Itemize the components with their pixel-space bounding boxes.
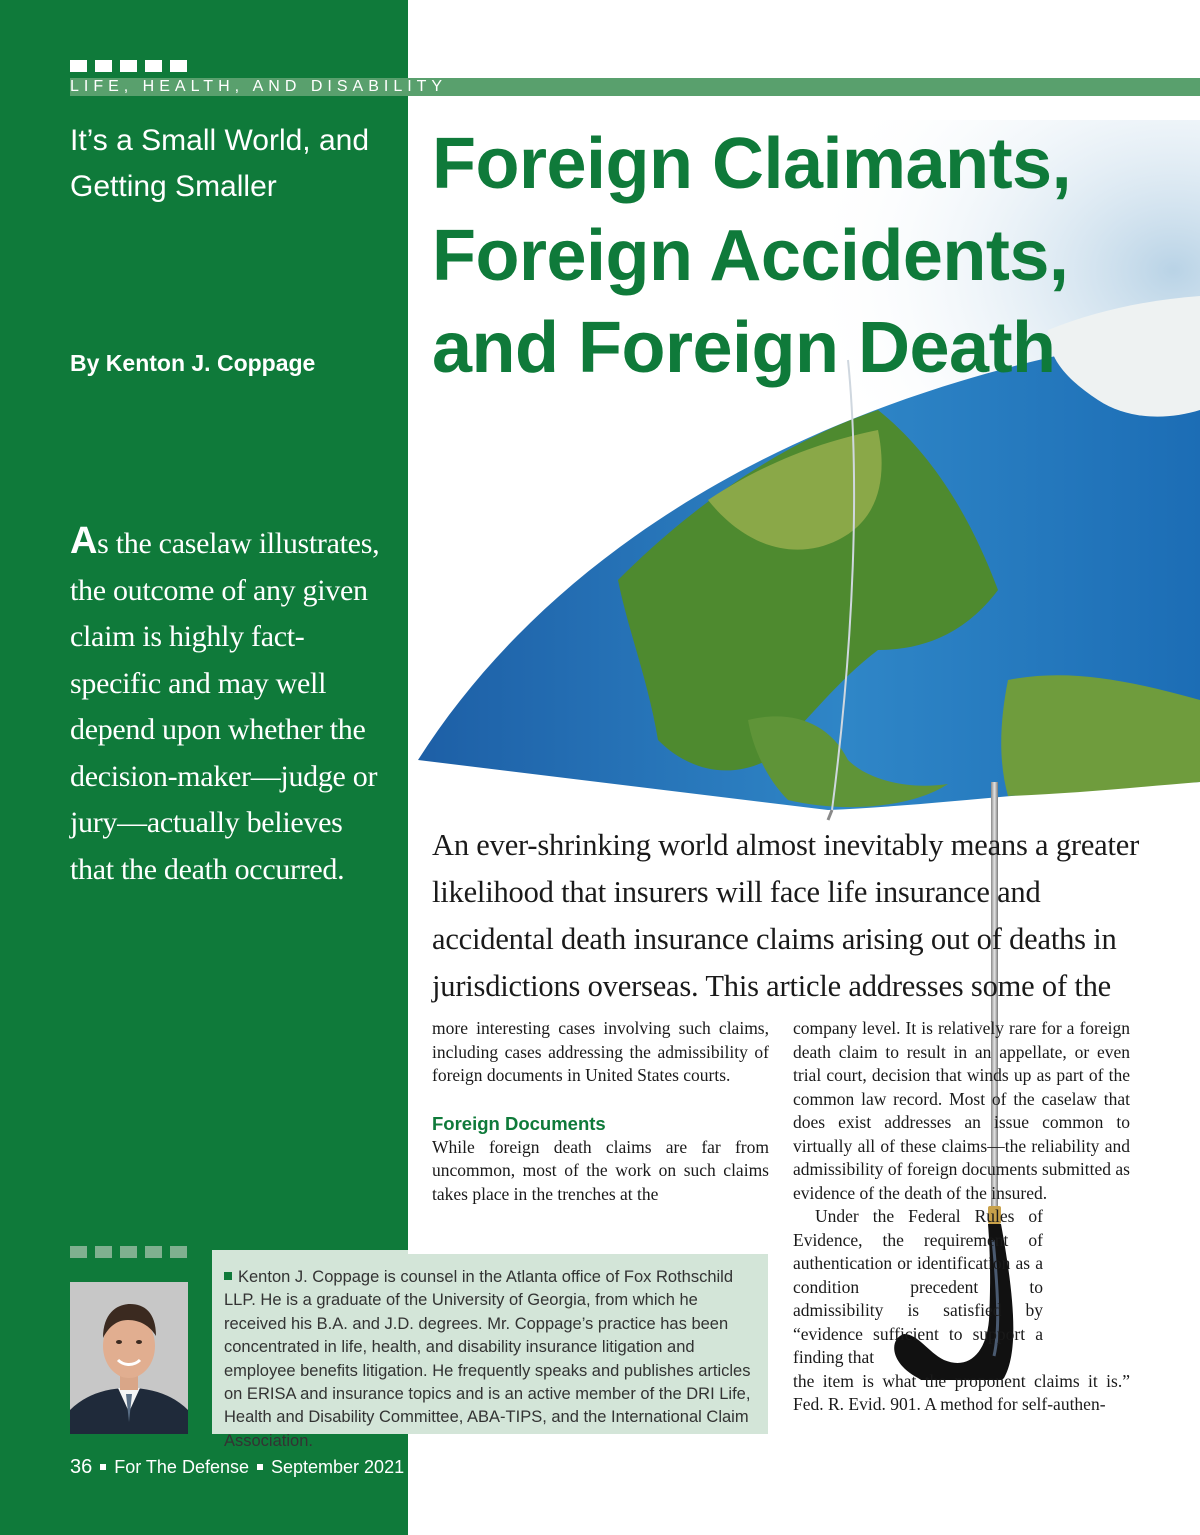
body-paragraph: more interesting cases involving such claims, including cases addressing the admissibility of foreign documents in United States courts.: [432, 1018, 769, 1085]
bio-marker-squares: [70, 1246, 187, 1258]
body-column-2: [793, 1017, 1130, 1417]
body-paragraph: While foreign death claims are far from uncommon, most of the work on such claims takes place in the trenches at the: [432, 1136, 769, 1204]
footer-separator-icon: [100, 1464, 106, 1470]
pull-quote-text: s the caselaw illustrates, the outcome of any given claim is highly fact-specific and may well depend upon whether the decision-maker—judge or jury—actually believes that the death occurred.: [70, 527, 380, 886]
footer-separator-icon: [257, 1464, 263, 1470]
body-paragraph: company level. It is relatively rare for a foreign death claim to result in an appellate, or even trial court, decision that winds up as part of the common law record. Most of the caselaw that does exist addresses an issue common to virtually all of these claims—the reliability and admissibility of foreign documents submitted as evidence of the death of the insured.: [793, 1018, 1130, 1203]
publication-name: For The Defense: [114, 1457, 249, 1477]
pull-quote-dropcap: A: [70, 520, 98, 562]
page-footer: [70, 1456, 404, 1479]
body-paragraph-wrapped: Under the Federal Rules of Evidence, the requirement of authentication or identification as a condition precedent to admissibility is satisfied by “evidence sufficient to support a finding that: [793, 1206, 1043, 1367]
kicker: It’s a Small World, and Getting Smaller: [70, 124, 370, 203]
square-bullet-icon: [224, 1272, 232, 1280]
author-bio: [212, 1254, 768, 1450]
pull-quote: [70, 518, 390, 893]
deck: An ever-shrinking world almost inevitably means a greater likelihood that insurers will face life insurance and accidental death insurance claims arising out of deaths in jurisdictions overseas. This article addresses some of the: [432, 828, 1140, 1003]
section-marker-squares: [70, 60, 187, 72]
subhead: Foreign Documents: [432, 1112, 606, 1134]
issue-date: September 2021: [271, 1457, 405, 1477]
author-photo: [70, 1282, 188, 1434]
page-number: 36: [70, 1456, 93, 1478]
body-column-1: [432, 1017, 769, 1206]
byline: By Kenton J. Coppage: [70, 350, 316, 376]
author-bio-text: Kenton J. Coppage is counsel in the Atlanta office of Fox Rothschild LLP. He is a graduate of the University of Georgia, from which he received his B.A. and J.D. degrees. Mr. Coppage’s practice has been concentrated in life, health, and disability insurance litigation and employee benefits litigation. He frequently speaks and publishes articles on ERISA and insurance topics and is an active member of the DRI Life, Health and Disability Committee, ABA-TIPS, and the International Claim Association.: [224, 1268, 751, 1450]
section-label: LIFE, HEALTH, AND DISABILITY: [70, 78, 448, 95]
headline: Foreign Claimants, Foreign Accidents, and Foreign Death: [432, 124, 1072, 388]
body-paragraph-continued: the item is what the proponent claims it is.” Fed. R. Evid. 901. A method for self-authen-: [793, 1370, 1130, 1414]
